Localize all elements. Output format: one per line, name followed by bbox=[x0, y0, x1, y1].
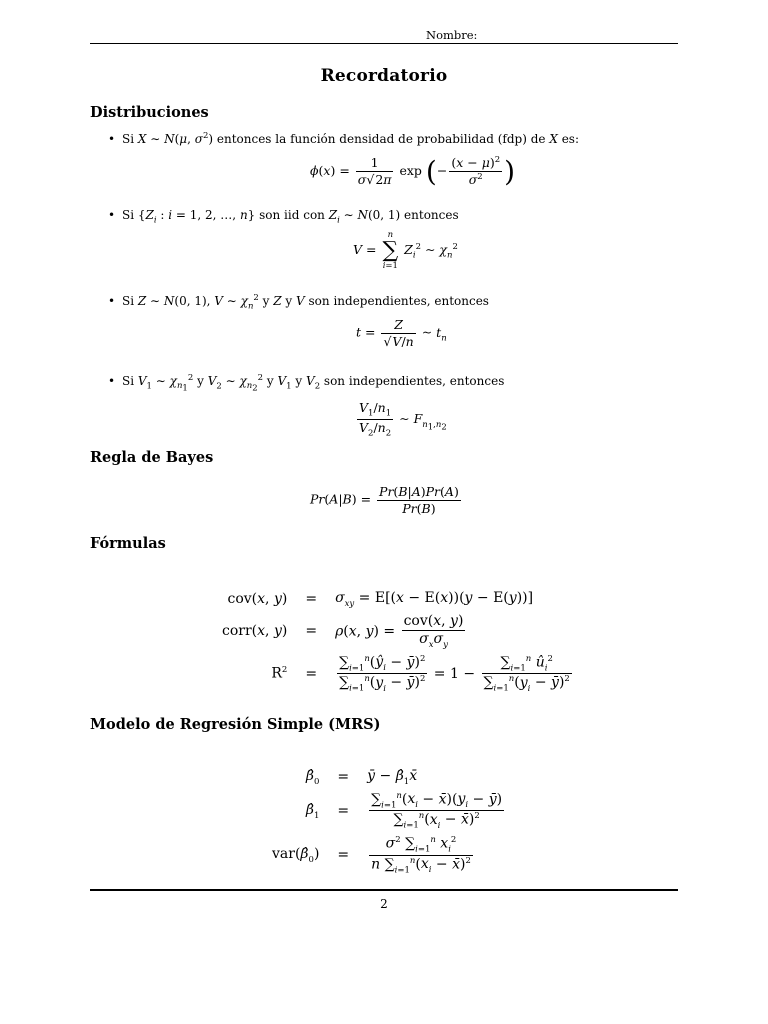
equation-array-mrs bbox=[268, 766, 510, 877]
equation-row-correlation: corr(x, y) = ρ(x, y) = $\frac{\text{cov(x, y)}}{\sigma_x\sigma_y}$ bbox=[222, 612, 464, 650]
section-mrs-heading: Modelo de Regresión Simple (MRS) bbox=[90, 716, 381, 733]
equation-f-distribution: $\frac{V_1/n_1}{V_2/n_2}$ ∼ $F_{n_1,n_2}$ bbox=[359, 400, 447, 439]
bullet-icon: • bbox=[108, 374, 116, 388]
bullet-icon: • bbox=[108, 294, 116, 308]
bullet-icon: • bbox=[108, 208, 116, 222]
bullet-icon: • bbox=[108, 132, 116, 146]
name-label: Nombre: bbox=[426, 28, 478, 42]
list-item: • Si {$Z_i$ : i = 1, 2, …, n} son iid con $Z_i$ ∼ N(0, 1) entonces bbox=[108, 208, 459, 226]
section-bayes-heading: Regla de Bayes bbox=[90, 449, 214, 466]
equation-row-beta0: $\betâ_0$ = ȳ − $\betâ_1x̄$ bbox=[305, 768, 418, 787]
equation-row-covariance: cov(x, y) = $\sigma_{xy} = E[(x - E(x))(y - E(y))]$ bbox=[227, 590, 534, 609]
equation-bayes-rule: Pr(A|B) = $\frac{Pr(B|A)Pr(A)}{Pr(B)}$ bbox=[310, 484, 459, 516]
equation-t-distribution: t = $\frac{Z}{√V/n}$ ∼ $t_n$ bbox=[356, 317, 447, 349]
page-title: Recordatorio bbox=[320, 66, 448, 86]
page-number: 2 bbox=[380, 897, 388, 911]
section-distribuciones-heading: Distribuciones bbox=[90, 104, 209, 121]
equation-row-var-beta0: $var(\betâ_0)$ = $\frac{\sigma^2 \sum_{i=1}^n x_i^2}{n \sum_{i=1}^n(x_i - x̄)^2}$ bbox=[272, 835, 471, 876]
equation-chi-square: V = n ∑ i=1 $Z_i^2$ ∼ $\chi_n^2$ bbox=[353, 230, 458, 271]
footer-rule bbox=[90, 889, 678, 891]
list-item: • Si $V_1$ ∼ $\chi_{n_1}^2$ y $V_2$ ∼ $\chi_{n_2}^2$ y $V_1$ y $V_2$ son independientes, entonces bbox=[108, 373, 505, 395]
list-item: • Si Z ∼ N(0, 1), V ∼ $\chi_n^2$ y Z y V son independientes, entonces bbox=[108, 293, 489, 312]
equation-array-formulas bbox=[218, 588, 578, 696]
list-item: • Si X ∼ N(μ, $\sigma^2$) entonces la función densidad de probabilidad (fdp) de X es: bbox=[108, 131, 579, 146]
section-formulas-heading: Fórmulas bbox=[90, 535, 166, 552]
header-rule bbox=[90, 43, 678, 44]
equation-row-beta1: $\betâ_1$ = $\frac{\sum_{i=1}^n(x_i - x̄)(y_i - ȳ)}{\sum_{i=1}^n(x_i - x̄)^2}$ bbox=[305, 790, 503, 831]
equation-row-r-squared: $R^2$ = $\frac{\sum_{i=1}^n(ŷ_i - ȳ)^2}{\sum_{i=1}^n(y_i - ȳ)^2}$ = 1 − $\frac{\sum_{i=1}^n û_i^2}{\sum_{i=1}^n(y_i - ȳ)^2}$ bbox=[271, 653, 570, 694]
equation-normal-pdf: ϕ(x) = $\frac{1}{\sigma√2\pi}$ exp (− $\frac{(x - \mu)^2}{\sigma^2}$ ) bbox=[310, 155, 516, 188]
